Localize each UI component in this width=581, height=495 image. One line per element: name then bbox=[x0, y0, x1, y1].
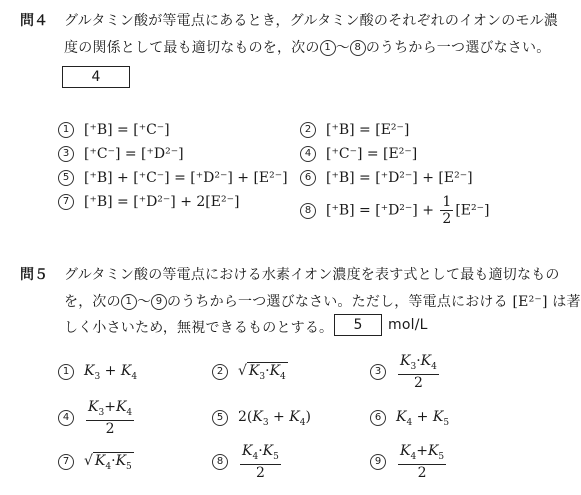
question-4-line-2 bbox=[64, 37, 550, 57]
option-8-numerator bbox=[240, 443, 281, 466]
option-7-radicand-b: K bbox=[115, 452, 127, 469]
option-5-inner-b: K bbox=[289, 408, 300, 425]
option-9-numerator-op: + bbox=[416, 442, 428, 459]
option-4-fraction bbox=[86, 399, 134, 438]
option-3[interactable] bbox=[58, 146, 184, 162]
option-number-5: 5 bbox=[212, 410, 228, 426]
option-1-expression-b: K bbox=[120, 362, 132, 379]
option-number-1: 1 bbox=[58, 122, 74, 138]
option-9-numerator-a-sub: 4 bbox=[410, 451, 417, 462]
option-1-expression-a-sub: 3 bbox=[94, 371, 101, 382]
option-8-fraction bbox=[240, 443, 281, 482]
option-8-denominator: 2 bbox=[255, 465, 265, 482]
unit-label: mol/L bbox=[388, 317, 428, 333]
option-3-numerator-a-sub: 3 bbox=[410, 361, 417, 372]
option-6-expression: [⁺B] = [⁺D²⁻] + [E²⁻] bbox=[326, 170, 473, 186]
option-3-numerator-b-sub: 4 bbox=[431, 361, 437, 372]
option-number-9: 9 bbox=[370, 454, 386, 470]
option-7-radicand bbox=[93, 452, 134, 472]
question-4-line-2b: のうちから一つ選びなさい。 bbox=[365, 40, 551, 56]
option-9-numerator-a: K bbox=[400, 442, 411, 459]
range-separator: ～ bbox=[335, 40, 350, 56]
option-4-numerator-b-sub: 4 bbox=[126, 407, 133, 418]
option-3-numerator-a: K bbox=[400, 352, 411, 369]
option-number-6: 6 bbox=[300, 170, 316, 186]
option-5-inner bbox=[252, 408, 306, 428]
coefficient: 2 bbox=[238, 408, 247, 425]
option-1[interactable] bbox=[58, 122, 170, 138]
option-6[interactable] bbox=[370, 400, 449, 436]
option-4-numerator-a: K bbox=[88, 398, 99, 415]
option-5-expression bbox=[238, 409, 311, 428]
option-8-numerator-a: K bbox=[242, 442, 253, 459]
option-6-expression-a-sub: 4 bbox=[406, 417, 413, 428]
option-2-sqrt bbox=[238, 363, 288, 382]
answer-box-5[interactable]: 5 bbox=[334, 314, 382, 336]
option-2[interactable] bbox=[212, 354, 288, 390]
option-3-expression: [⁺C⁻] = [⁺D²⁻] bbox=[84, 146, 184, 162]
answer-box-4[interactable]: 4 bbox=[62, 66, 130, 88]
option-1-expression-b-sub: 4 bbox=[131, 371, 138, 382]
option-4[interactable] bbox=[58, 400, 136, 436]
option-number-8: 8 bbox=[212, 454, 228, 470]
option-6[interactable] bbox=[300, 170, 473, 186]
option-8-numerator-b-sub: 5 bbox=[273, 451, 279, 462]
question-5-line-3: しく小さいため，無視できるものとする。 bbox=[64, 320, 334, 336]
option-2-radicand-a: K bbox=[248, 362, 260, 379]
range-start-number: 1 bbox=[320, 40, 336, 56]
option-7[interactable] bbox=[58, 444, 134, 480]
question-5-line-2a: を，次の bbox=[64, 294, 121, 310]
option-2-radicand bbox=[247, 362, 288, 382]
option-number-3: 3 bbox=[370, 364, 386, 380]
option-number-6: 6 bbox=[370, 410, 386, 426]
option-8[interactable] bbox=[212, 444, 283, 480]
fraction-denominator: 2 bbox=[442, 211, 452, 227]
option-9-numerator-b: K bbox=[427, 442, 439, 459]
option-7-expression: [⁺B] = [⁺D²⁻] + 2[E²⁻] bbox=[84, 194, 240, 210]
option-2-radicand-op: · bbox=[265, 362, 270, 379]
option-number-4: 4 bbox=[300, 146, 316, 162]
option-6-expression bbox=[396, 409, 449, 428]
option-number-2: 2 bbox=[300, 122, 316, 138]
option-2-radicand-a-sub: 3 bbox=[259, 371, 266, 382]
option-7[interactable] bbox=[58, 194, 239, 210]
open-paren: ( bbox=[246, 408, 253, 425]
question-5-line-2 bbox=[64, 291, 581, 311]
option-5[interactable] bbox=[58, 170, 288, 186]
sqrt-symbol: √ bbox=[84, 452, 93, 469]
option-1-expression-op: + bbox=[100, 362, 121, 379]
option-8-expression: [⁺B] = [⁺D²⁻] + bbox=[326, 202, 439, 219]
fraction-numerator: 1 bbox=[442, 194, 452, 210]
option-4-denominator: 2 bbox=[105, 421, 115, 438]
option-8-numerator-b: K bbox=[262, 442, 274, 459]
option-number-7: 7 bbox=[58, 194, 74, 210]
option-6-expression-b: K bbox=[432, 408, 444, 425]
option-5-inner-b-sub: 4 bbox=[299, 417, 306, 428]
option-2-expression: [⁺B] = [E²⁻] bbox=[326, 122, 410, 138]
option-7-radicand-a-sub: 4 bbox=[105, 461, 112, 472]
range-end-number: 8 bbox=[350, 40, 366, 56]
option-7-sqrt bbox=[84, 453, 134, 472]
option-8[interactable] bbox=[300, 194, 489, 227]
option-5[interactable] bbox=[212, 400, 311, 436]
option-4-numerator-b: K bbox=[115, 398, 127, 415]
option-3-numerator bbox=[398, 353, 439, 376]
option-3-numerator-op: · bbox=[416, 352, 421, 369]
option-3-denominator: 2 bbox=[413, 375, 423, 392]
question-5-line-2b: のうちから一つ選びなさい。ただし，等電点における bbox=[167, 294, 508, 310]
option-1-expression: [⁺B] = [⁺C⁻] bbox=[84, 122, 170, 138]
option-4-expression: [⁺C⁻] = [E²⁻] bbox=[326, 146, 418, 162]
option-8-numerator-op: · bbox=[258, 442, 263, 459]
question-4-label: 問４ bbox=[20, 13, 48, 29]
option-7-radicand-b-sub: 5 bbox=[126, 461, 132, 472]
option-2[interactable] bbox=[300, 122, 409, 138]
option-3-fraction bbox=[398, 353, 439, 392]
option-1-expression bbox=[84, 363, 137, 382]
option-8-tail: [E²⁻] bbox=[455, 202, 490, 219]
option-6-expression-op: + bbox=[412, 408, 433, 425]
option-9[interactable] bbox=[370, 444, 448, 480]
question-5-label: 問５ bbox=[20, 267, 48, 283]
sqrt-symbol: √ bbox=[238, 362, 247, 379]
option-4-numerator-op: + bbox=[104, 398, 116, 415]
range-start-number: 1 bbox=[121, 294, 137, 310]
option-number-4: 4 bbox=[58, 410, 74, 426]
question-5-line-2d: は著 bbox=[552, 294, 581, 310]
option-number-7: 7 bbox=[58, 454, 74, 470]
option-1-expression-a: K bbox=[84, 362, 95, 379]
option-8-numerator-a-sub: 4 bbox=[252, 451, 259, 462]
range-separator: ～ bbox=[136, 294, 152, 310]
fraction-one-half bbox=[440, 194, 453, 227]
option-number-1: 1 bbox=[58, 364, 74, 380]
option-9-fraction bbox=[398, 443, 446, 482]
option-number-3: 3 bbox=[58, 146, 74, 162]
question-4-line-2a: 度の関係として最も適切なものを，次の bbox=[64, 40, 320, 56]
option-5-inner-a-sub: 3 bbox=[262, 417, 269, 428]
option-4[interactable] bbox=[300, 146, 417, 162]
close-paren: ) bbox=[305, 408, 311, 425]
e2-concentration: [E²⁻] bbox=[512, 294, 548, 310]
option-number-8: 8 bbox=[300, 203, 316, 219]
option-5-inner-a: K bbox=[252, 408, 263, 425]
option-6-expression-a: K bbox=[396, 408, 407, 425]
option-2-radicand-b-sub: 4 bbox=[280, 371, 286, 382]
option-number-5: 5 bbox=[58, 170, 74, 186]
option-3-numerator-b: K bbox=[420, 352, 432, 369]
option-9-numerator bbox=[398, 443, 446, 466]
option-5-expression: [⁺B] + [⁺C⁻] = [⁺D²⁻] + [E²⁻] bbox=[84, 170, 288, 186]
option-6-expression-b-sub: 5 bbox=[443, 417, 450, 428]
option-4-numerator-a-sub: 3 bbox=[98, 407, 105, 418]
range-end-number: 9 bbox=[151, 294, 167, 310]
option-3[interactable] bbox=[370, 354, 441, 390]
option-2-radicand-b: K bbox=[269, 362, 281, 379]
question-4-line-1: グルタミン酸が等電点にあるとき，グルタミン酸のそれぞれのイオンのモル濃 bbox=[64, 13, 559, 29]
option-number-2: 2 bbox=[212, 364, 228, 380]
option-9-denominator: 2 bbox=[417, 465, 427, 482]
question-5-line-1: グルタミン酸の等電点における水素イオン濃度を表す式として最も適切なもの bbox=[64, 267, 560, 283]
option-9-numerator-b-sub: 5 bbox=[438, 451, 445, 462]
option-7-radicand-op: · bbox=[111, 452, 116, 469]
option-4-numerator bbox=[86, 399, 134, 422]
option-5-inner-op: + bbox=[268, 408, 290, 425]
option-7-radicand-a: K bbox=[94, 452, 106, 469]
option-1[interactable] bbox=[58, 354, 137, 390]
